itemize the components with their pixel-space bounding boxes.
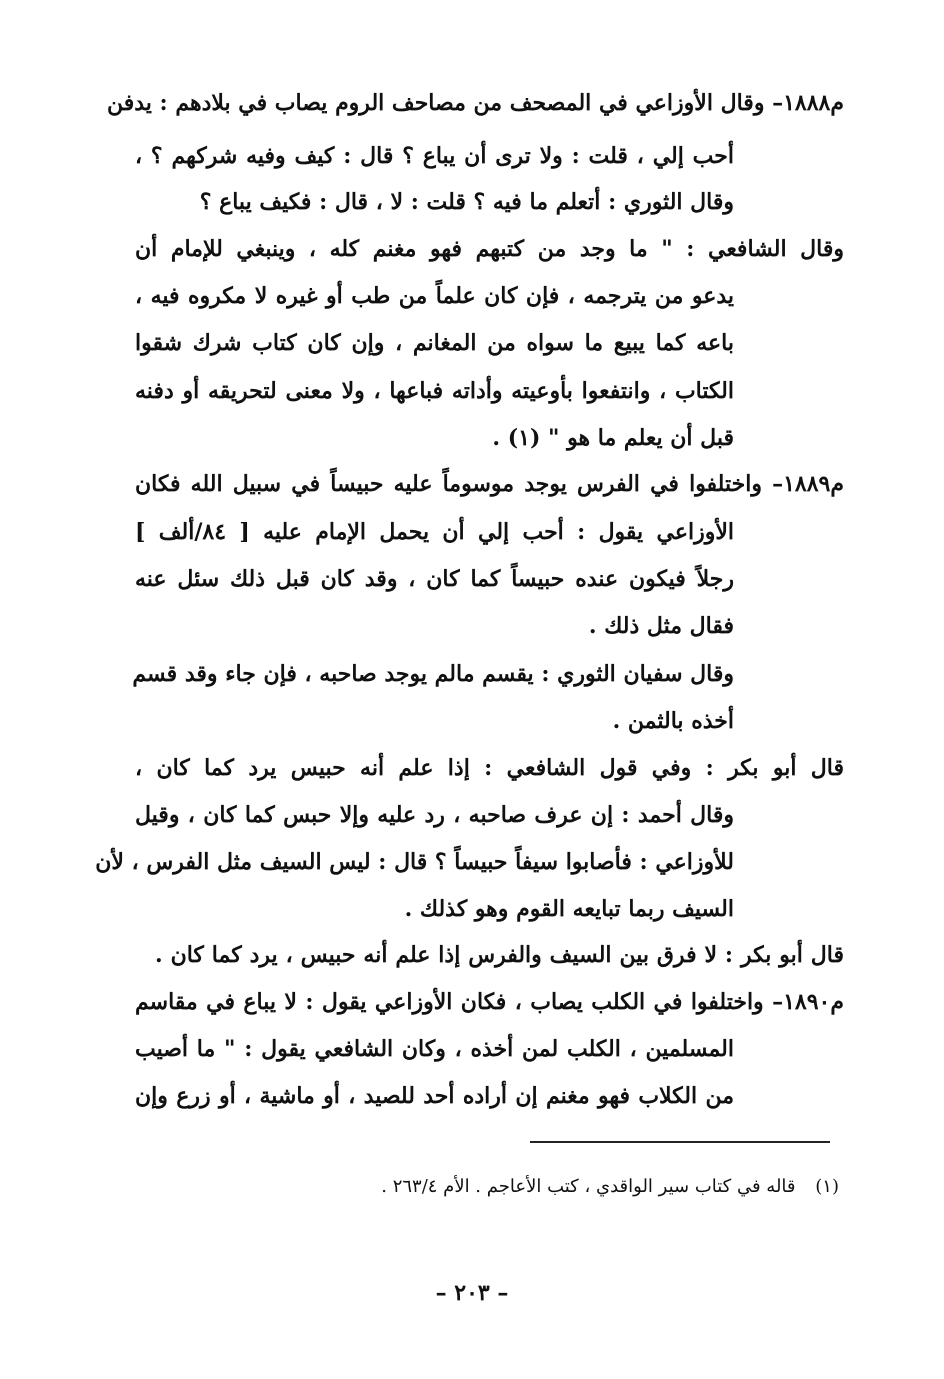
text-line: م١٨٩٠– واختلفوا في الكلب يصاب ، فكان الأوزاعي يقول : لا يباع في مقاسم bbox=[135, 989, 844, 1015]
text-line: وقال أحمد : إن عرف صاحبه ، رد عليه وإلا حبس كما كان ، وقيل bbox=[135, 802, 734, 828]
text-line: فقال مثل ذلك . bbox=[588, 613, 734, 639]
text-line: من الكلاب فهو مغنم إن أراده أحد للصيد ، أو ماشية ، أو زرع وإن bbox=[135, 1083, 734, 1109]
text-line: رجلاً فيكون عنده حبيساً كما كان ، وقد كان قبل ذلك سئل عنه bbox=[135, 566, 734, 592]
text-line: قبل أن يعلم ما هو " (١) . bbox=[492, 425, 734, 451]
text-line: يدعو من يترجمه ، فإن كان علماً من طب أو غيره لا مكروه فيه ، bbox=[135, 283, 734, 309]
text-line: وقال الشافعي : " ما وجد من كتبهم فهو مغنم كله ، وينبغي للإمام أن bbox=[135, 236, 844, 262]
text-line: قال أبو بكر : وفي قول الشافعي : إذا علم أنه حبيس يرد كما كان ، bbox=[135, 755, 844, 781]
text-line: للأوزاعي : فأصابوا سيفاً حبيساً ؟ قال : ليس السيف مثل الفرس ، لأن bbox=[95, 849, 734, 875]
footnote-separator bbox=[530, 1141, 830, 1143]
text-line: قال أبو بكر : لا فرق بين السيف والفرس إذا علم أنه حبيس ، يرد كما كان . bbox=[155, 942, 844, 968]
text-line: وقال الثوري : أتعلم ما فيه ؟ قلت : لا ، قال : فكيف يباع ؟ bbox=[199, 189, 734, 215]
footnote bbox=[381, 1176, 839, 1197]
text-line: باعه كما يبيع ما سواه من المغانم ، وإن كان كتاب شرك شقوا bbox=[135, 330, 734, 356]
text-line: م١٨٨٨– وقال الأوزاعي في المصحف من مصاحف الروم يصاب في بلادهم : يدفن bbox=[106, 90, 844, 116]
text-line: أحب إلي ، قلت : ولا ترى أن يباع ؟ قال : كيف وفيه شركهم ؟ ، bbox=[135, 143, 734, 169]
text-line: السيف ربما تبايعه القوم وهو كذلك . bbox=[404, 896, 734, 922]
footnote-text: قاله في كتاب سير الواقدي ، كتب الأعاجم . الأم ٢٦٣/٤ . bbox=[381, 1176, 796, 1197]
text-line: الأوزاعي يقول : أحب إلي أن يحمل الإمام عليه [ ٨٤/ألف ] bbox=[135, 519, 734, 545]
footnote-marker: (١) bbox=[815, 1176, 839, 1197]
text-line: أخذه بالثمن . bbox=[612, 708, 734, 734]
text-line: وقال سفيان الثوري : يقسم مالم يوجد صاحبه ، فإن جاء وقد قسم bbox=[132, 661, 734, 687]
text-line: الكتاب ، وانتفعوا بأوعيته وأداته فباعها ، ولا معنى لتحريقه أو دفنه bbox=[135, 378, 734, 404]
page-number: – ٢٠٣ – bbox=[435, 1280, 509, 1306]
text-line: المسلمين ، الكلب لمن أخذه ، وكان الشافعي يقول : " ما أصيب bbox=[135, 1036, 734, 1062]
text-line: م١٨٨٩– واختلفوا في الفرس يوجد موسوماً عليه حبيساً في سبيل الله فكان bbox=[135, 471, 844, 497]
